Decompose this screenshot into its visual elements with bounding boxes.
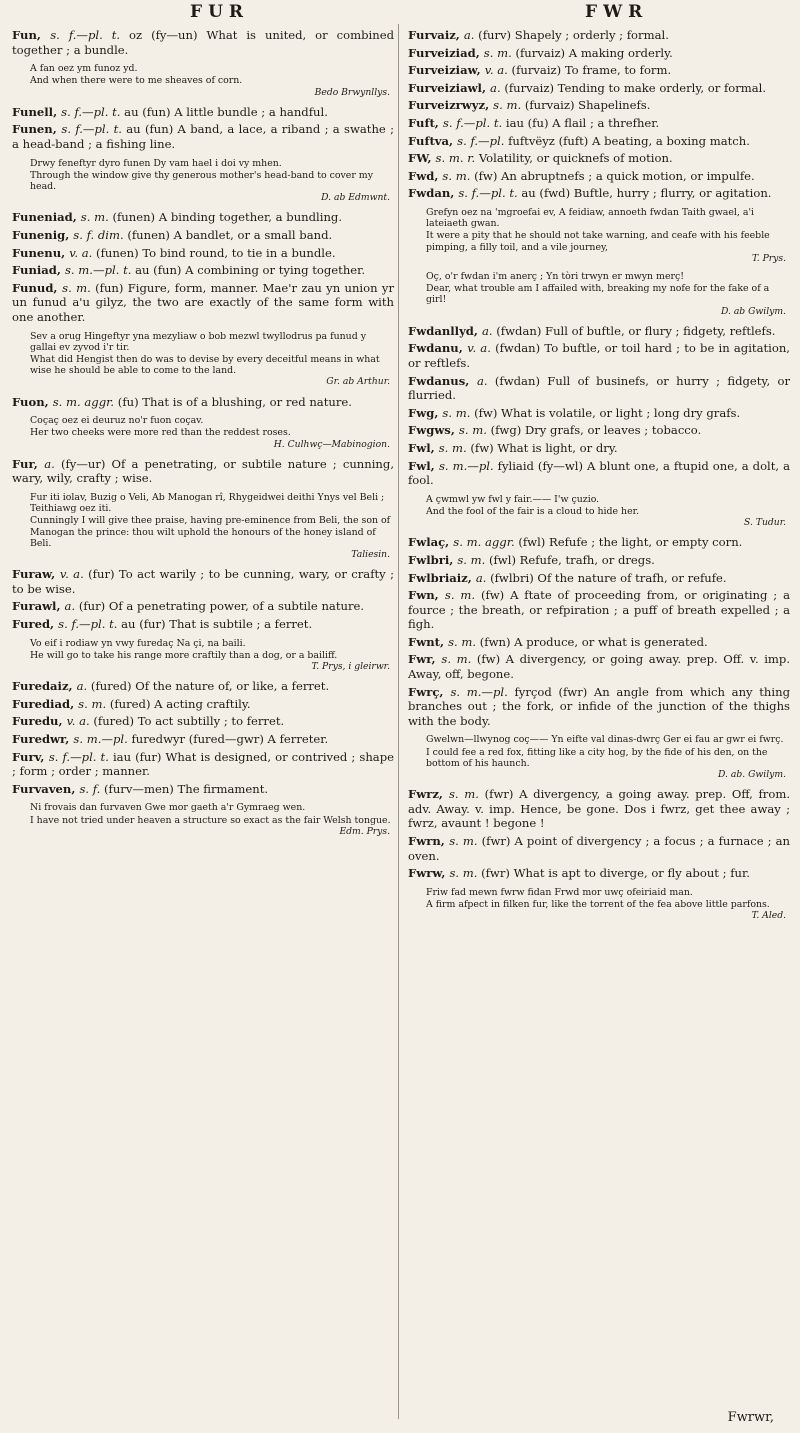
grammar-label: s. m. (441, 652, 472, 667)
definition: furedwyr (fured—gwr) A ferreter. (127, 731, 329, 746)
grammar-label: s. m. (493, 98, 522, 113)
dictionary-entry (12, 28, 394, 57)
english-translation: I have not tried under heaven a structure so exact as the fair Welsh tongue. (30, 814, 391, 826)
headword: Fwnt, (408, 634, 449, 649)
dictionary-entry (408, 63, 790, 78)
definition: fyrçod (fwr) An angle from which any thing branches out ; the fork, or infide of the junction of the thighs with the body. (408, 684, 790, 728)
welsh-quote: Ni frovais dan furvaven Gwe mor gaeth a'r Gymraeg wen. (30, 802, 306, 814)
grammar-label: s. m.—pl. t. (64, 263, 132, 278)
quote-source: S. Tudur. (744, 517, 786, 529)
grammar-label: a. (476, 373, 488, 388)
definition: (fwdan) To buftle, or toil hard ; to be in agitation, or reftlefs. (408, 341, 790, 370)
definition: (fwn) A produce, or what is generated. (476, 634, 708, 649)
headword: Fwdanllyd, (408, 323, 482, 338)
quotation (30, 492, 394, 560)
headword: Fwlaç, (408, 535, 454, 550)
dictionary-entry (12, 210, 394, 225)
grammar-label: s. m.—pl. (73, 731, 128, 746)
grammar-label: v. a. (66, 714, 90, 729)
dictionary-entry (408, 341, 790, 370)
grammar-label: s. f.—pl. t. (58, 616, 118, 631)
grammar-label: s. m. (80, 210, 109, 225)
english-translation: A firm afpect in filken fur, like the torrent of the fea above little parfons. (426, 899, 770, 911)
definition: Volatility, or quicknefs of motion. (475, 151, 673, 166)
headword: Fuon, (12, 394, 53, 409)
quotation (30, 158, 394, 204)
left-column (12, 28, 394, 844)
grammar-label: s. m.—pl. (450, 684, 508, 699)
grammar-label: s. m. (442, 405, 471, 420)
headword: Furaw, (12, 567, 60, 582)
grammar-label: a. (490, 80, 501, 95)
grammar-label: a. (44, 456, 55, 471)
grammar-label: s. m. (442, 168, 471, 183)
dictionary-entry (408, 441, 790, 456)
headword: Fwl, (408, 440, 439, 455)
headword: Furveiziad, (408, 45, 484, 60)
dictionary-entry (12, 122, 394, 151)
definition: (fwr) What is apt to diverge, or fly about ; fur. (477, 866, 750, 881)
definition: (furvaiz) Tending to make orderly, or formal. (500, 80, 767, 95)
quote-source: T. Prys. (751, 252, 786, 264)
dictionary-entry (12, 457, 394, 486)
definition: oz (fy—un) What is united, or combined together ; a bundle. (12, 28, 394, 57)
headword: Furveizrwyz, (408, 98, 494, 113)
dictionary-entry (408, 374, 790, 403)
dictionary-entry (12, 228, 394, 243)
dictionary-entry (12, 697, 394, 712)
grammar-label: s. m. (449, 866, 478, 881)
definition: (furv) Shapely ; orderly ; formal. (474, 28, 669, 42)
definition: (fured) A acting craftily. (106, 696, 251, 711)
headword: Funeniad, (12, 210, 81, 225)
right-column (408, 28, 790, 928)
dictionary-entry (408, 81, 790, 96)
definition: (fwr) A point of divergency ; a focus ; a furnace ; an oven. (408, 834, 791, 863)
headword: Fwl, (408, 458, 439, 473)
column-divider (398, 24, 399, 1419)
dictionary-entry (408, 553, 790, 568)
grammar-label: s. m. (62, 280, 91, 295)
headword: Fwd, (408, 168, 443, 183)
dictionary-entry (408, 459, 790, 488)
headword: Furawl, (12, 599, 65, 614)
quotation (426, 207, 790, 264)
headword: Fwrz, (408, 787, 449, 802)
definition: au (fun) A band, a lace, a riband ; a swathe ; a head-band ; a fishing line. (12, 122, 394, 151)
definition: (fwlbri) Of the nature of trafh, or refufe. (486, 570, 727, 585)
catchword: Fwrwr, (727, 1410, 774, 1425)
headword: Fwlbriaiz, (408, 570, 476, 585)
dictionary-entry (12, 105, 394, 120)
english-translation: Through the window give thy generous mother's head-band to cover my head. (30, 169, 373, 192)
quotation (426, 494, 790, 529)
welsh-quote: A çwmwl yw fwl y fair.—— I'w çuzio. (426, 493, 600, 505)
dictionary-entry (408, 588, 790, 632)
dictionary-entry (12, 567, 394, 596)
dictionary-entry (12, 714, 394, 729)
headword: Furvaven, (12, 781, 80, 796)
welsh-quote: Oç, o'r fwdan i'm anerç ; Yn tòri trwyn er mwyn merç! (426, 270, 684, 282)
quote-source: Taliesin. (351, 548, 390, 560)
definition: (fw) A ftate of proceeding from, or originating ; a fource ; the breath, or refpiration ; a puff of breath expelled ; a figh. (408, 588, 790, 632)
grammar-label: s. m. aggr. (453, 535, 515, 550)
grammar-label: v. a. (467, 341, 491, 356)
dictionary-entry (408, 46, 790, 61)
headword: FW, (408, 151, 436, 166)
right-running-head: FWR (585, 2, 649, 22)
dictionary-entry (12, 263, 394, 278)
dictionary-entry (408, 406, 790, 421)
quote-source: D. ab Edmwnt. (321, 192, 390, 204)
grammar-label: s. f. (79, 781, 101, 796)
grammar-label: s. m. (448, 634, 477, 649)
definition: (fu) That is of a blushing, or red nature. (114, 394, 352, 409)
headword: Funenu, (12, 245, 70, 260)
definition: (fwl) Refufe ; the light, or empty corn. (514, 535, 743, 550)
definition: (fw) An abruptnefs ; a quick motion, or impulfe. (470, 168, 755, 183)
quote-source: D. ab Gwilym. (720, 305, 786, 317)
grammar-label: s. m. r. (435, 151, 476, 166)
quote-source: Gr. ab Arthur. (326, 376, 390, 388)
definition: fuftvëyz (fuft) A beating, a boxing match. (504, 133, 750, 148)
headword: Furedu, (12, 714, 67, 729)
dictionary-entry (12, 395, 394, 410)
headword: Funell, (12, 104, 62, 119)
headword: Furedwr, (12, 731, 74, 746)
dictionary-entry (12, 617, 394, 632)
grammar-label: s. m. (448, 787, 479, 802)
quotation (426, 271, 790, 317)
english-translation: It were a pity that he should not take warning, and ceafe with his feeble pimping, a filly toil, and a vile journey, (426, 230, 770, 253)
quotation (30, 638, 394, 673)
english-translation: And when there were to me sheaves of corn. (30, 75, 243, 87)
definition: (fun) Figure, form, manner. Mae'r zau yn union yr un funud a'u gilyz, the two are exactly of the same form with one another. (12, 280, 395, 324)
definition: (fured) To act subtilly ; to ferret. (89, 714, 285, 729)
headword: Fwgws, (408, 423, 459, 438)
welsh-quote: Gwelwn—llwynog coç—— Yn eifte val dinas-dwrç Ger ei fau ar gwr ei fwrç. (426, 734, 784, 746)
dictionary-entry (408, 324, 790, 339)
grammar-label: s. m.—pl. (438, 458, 494, 473)
definition: (fwdan) Full of buftle, or flury ; fidgety, reftlefs. (492, 323, 776, 338)
quote-source: H. Culhwç—Mabinogion. (273, 438, 390, 450)
english-translation: Dear, what trouble am I affailed with, breaking my nofe for the fake of a girl! (426, 283, 770, 306)
dictionary-entry (408, 571, 790, 586)
grammar-label: s. m. (483, 45, 512, 60)
headword: Fwdanu, (408, 341, 468, 356)
grammar-label: a. (463, 28, 475, 42)
headword: Fwrç, (408, 684, 451, 699)
dictionary-entry (408, 186, 790, 201)
definition: (furvaiz) To frame, to form. (507, 63, 672, 78)
grammar-label: s. m. (438, 440, 467, 455)
dictionary-entry (408, 787, 790, 831)
definition: (funen) A binding together, a bundling. (108, 210, 343, 225)
definition: (furvaiz) Shapelinefs. (521, 98, 651, 113)
headword: Fuftva, (408, 133, 458, 148)
welsh-quote: Friw fad mewn fwrw fidan Frwd mor uwç ofeiriaid man. (426, 886, 693, 898)
welsh-quote: Coçaç oez ei deuruz no'r fuon coçav. (30, 415, 204, 427)
dictionary-entry (12, 679, 394, 694)
english-translation: And the fool of the fair is a cloud to hide her. (426, 505, 640, 517)
grammar-label: s. f.—pl. (457, 133, 505, 148)
definition: au (fur) That is subtile ; a ferret. (117, 616, 313, 631)
dictionary-entry (12, 782, 394, 797)
definition: (fw) A divergency, or going away. prep. Off. v. imp. Away, off, begone. (408, 652, 790, 682)
grammar-label: s. f.—pl. t. (61, 104, 121, 119)
headword: Furveiziaw, (408, 63, 485, 78)
grammar-label: s. m. (458, 423, 487, 438)
grammar-label: s. m. aggr. (52, 394, 115, 409)
quotation (30, 415, 394, 450)
definition: (funen) A bandlet, or a small band. (123, 227, 333, 242)
definition: (fur) To act warily ; to be cunning, wary, or crafty ; to be wise. (12, 567, 394, 596)
headword: Fwr, (408, 652, 442, 667)
dictionary-entry (408, 28, 790, 43)
definition: (funen) To bind round, to tie in a bundle. (92, 245, 336, 260)
headword: Fwlbri, (408, 552, 458, 567)
definition: iau (fur) What is designed, or contrived ; shape ; form ; order ; manner. (12, 749, 394, 779)
grammar-label: v. a. (59, 567, 84, 582)
definition: (fwl) Refufe, trafh, or dregs. (485, 552, 655, 567)
quotation (30, 63, 394, 98)
dictionary-entry (408, 535, 790, 550)
english-translation: Her two cheeks were more red than the reddest roses. (30, 427, 291, 439)
dictionary-entry (12, 599, 394, 614)
dictionary-entry (408, 423, 790, 438)
welsh-quote: Drwy feneftyr dyro funen Dy vam hael i doi vy mhen. (30, 157, 282, 169)
dictionary-entry (12, 732, 394, 747)
definition: (fw) What is light, or dry. (466, 440, 618, 455)
headword: Fur, (12, 456, 45, 471)
definition: au (fun) A little bundle ; a handful. (120, 104, 328, 119)
grammar-label: a. (76, 679, 88, 694)
headword: Funud, (12, 280, 63, 295)
grammar-label: s. m. (444, 588, 476, 603)
headword: Fun, (12, 28, 51, 42)
dictionary-entry (408, 169, 790, 184)
grammar-label: a. (481, 323, 493, 338)
grammar-label: a. (64, 599, 76, 614)
definition: (furvaiz) A making orderly. (511, 45, 673, 60)
quote-source: Bedo Brwynllys. (314, 86, 390, 98)
grammar-label: s. f.—pl. t. (458, 186, 518, 201)
grammar-label: s. m. (78, 696, 107, 711)
dictionary-entry (408, 116, 790, 131)
headword: Funiad, (12, 263, 65, 278)
dictionary-entry (408, 134, 790, 149)
welsh-quote: Fur iti iolav, Buzig o Veli, Ab Manogan rî, Rhygeidwei deithi Ynys vel Beli ; Teithiawg oez iti. (30, 491, 385, 515)
welsh-quote: Sev a orug Hingeftyr yna mezyliaw o bob mezwl twyllodrus pa funud y gallai ev zyvod i'r tir. (30, 330, 366, 353)
quote-source: T. Prys, i gleirwr. (311, 660, 390, 672)
left-running-head: FUR (190, 2, 250, 22)
grammar-label: s. f.—pl. t. (48, 749, 109, 764)
quotation (426, 734, 790, 780)
grammar-label: s. f.—pl. t. (50, 28, 121, 42)
definition: (fur) Of a penetrating power, of a subtile nature. (75, 599, 365, 614)
headword: Fuft, (408, 115, 443, 130)
headword: Fwrw, (408, 866, 450, 881)
english-translation: Cunningly I will give thee praise, having pre-eminence from Beli, the son of Manogan the prince: thou wilt uphold the honours of the honey island of Beli. (30, 515, 391, 549)
headword: Fured, (12, 616, 59, 631)
headword: Furedaiz, (12, 679, 77, 694)
grammar-label: s. m. (457, 552, 486, 567)
definition: au (fwd) Buftle, hurry ; flurry, or agitation. (517, 186, 772, 201)
dictionary-entry (408, 866, 790, 881)
dictionary-entry (408, 834, 790, 863)
definition: (furv—men) The firmament. (100, 781, 269, 796)
quotation (30, 331, 394, 388)
dictionary-entry (12, 246, 394, 261)
grammar-label: v. a. (484, 63, 508, 78)
quote-source: Edm. Prys. (339, 825, 390, 837)
headword: Furvaiz, (408, 28, 464, 42)
dictionary-entry (12, 281, 394, 325)
dictionary-entry (408, 635, 790, 650)
headword: Fwrn, (408, 834, 450, 849)
headword: Furveiziawl, (408, 80, 491, 95)
definition: (fwr) A divergency, a going away. prep. Off, from. adv. Away. v. imp. Hence, be gone. Dos i fwrz, get thee away ; fwrz, avaunt ! begone ! (408, 787, 791, 831)
headword: Fwdan, (408, 186, 459, 201)
definition: (fwg) Dry grafs, or leaves ; tobacco. (486, 423, 702, 438)
definition: au (fun) A combining or tying together. (131, 263, 366, 278)
headword: Funen, (12, 122, 62, 137)
english-translation: He will go to take his range more craftily than a dog, or a bailiff. (30, 649, 338, 661)
grammar-label: s. f.—pl. t. (61, 122, 122, 137)
definition: (fwdan) Full of businefs, or hurry ; fidgety, or flurried. (408, 373, 790, 403)
english-translation: What did Hengist then do was to devise by every deceitful means in what wise he should be able to come to the land. (30, 353, 380, 377)
dictionary-entry (408, 685, 790, 729)
quote-source: T. Aled. (751, 910, 786, 922)
dictionary-entry (12, 750, 394, 779)
headword: Furv, (12, 749, 49, 764)
definition: iau (fu) A flail ; a threfher. (502, 115, 660, 130)
welsh-quote: Vo eif i rodiaw yn vwy furedaç Na çi, na baili. (30, 637, 246, 649)
definition: (fy—ur) Of a penetrating, or subtile nature ; cunning, wary, wily, crafty ; wise. (12, 456, 394, 486)
definition: fyliaid (fy—wl) A blunt one, a ftupid one, a dolt, a fool. (408, 458, 790, 488)
grammar-label: s. f.—pl. t. (442, 115, 503, 130)
welsh-quote: Grefyn oez na 'mgroefai ev, A feidiaw, annoeth fwdan Taith gwael, a'i lateiaeth gwan. (426, 206, 755, 230)
quotation (30, 802, 394, 837)
english-translation: I could fee a red fox, fitting like a city hog, by the fide of his den, on the bottom of his haunch. (426, 746, 768, 769)
dictionary-entry (408, 151, 790, 166)
quote-source: D. ab. Gwilym. (718, 769, 786, 781)
grammar-label: s. f. dim. (73, 227, 124, 242)
dictionary-entry (408, 652, 790, 681)
grammar-label: a. (475, 570, 487, 585)
headword: Fwn, (408, 588, 445, 603)
dictionary-entry (408, 98, 790, 113)
grammar-label: s. m. (449, 834, 478, 849)
definition: (fured) Of the nature of, or like, a ferret. (87, 679, 330, 694)
headword: Furediad, (12, 696, 79, 711)
quotation (426, 887, 790, 922)
headword: Fwg, (408, 405, 443, 420)
definition: (fw) What is volatile, or light ; long dry grafs. (470, 405, 741, 420)
welsh-quote: A fan oez ym funoz yd. (30, 63, 138, 75)
grammar-label: v. a. (69, 245, 93, 260)
headword: Fwdanus, (408, 373, 477, 388)
headword: Funenig, (12, 227, 74, 242)
